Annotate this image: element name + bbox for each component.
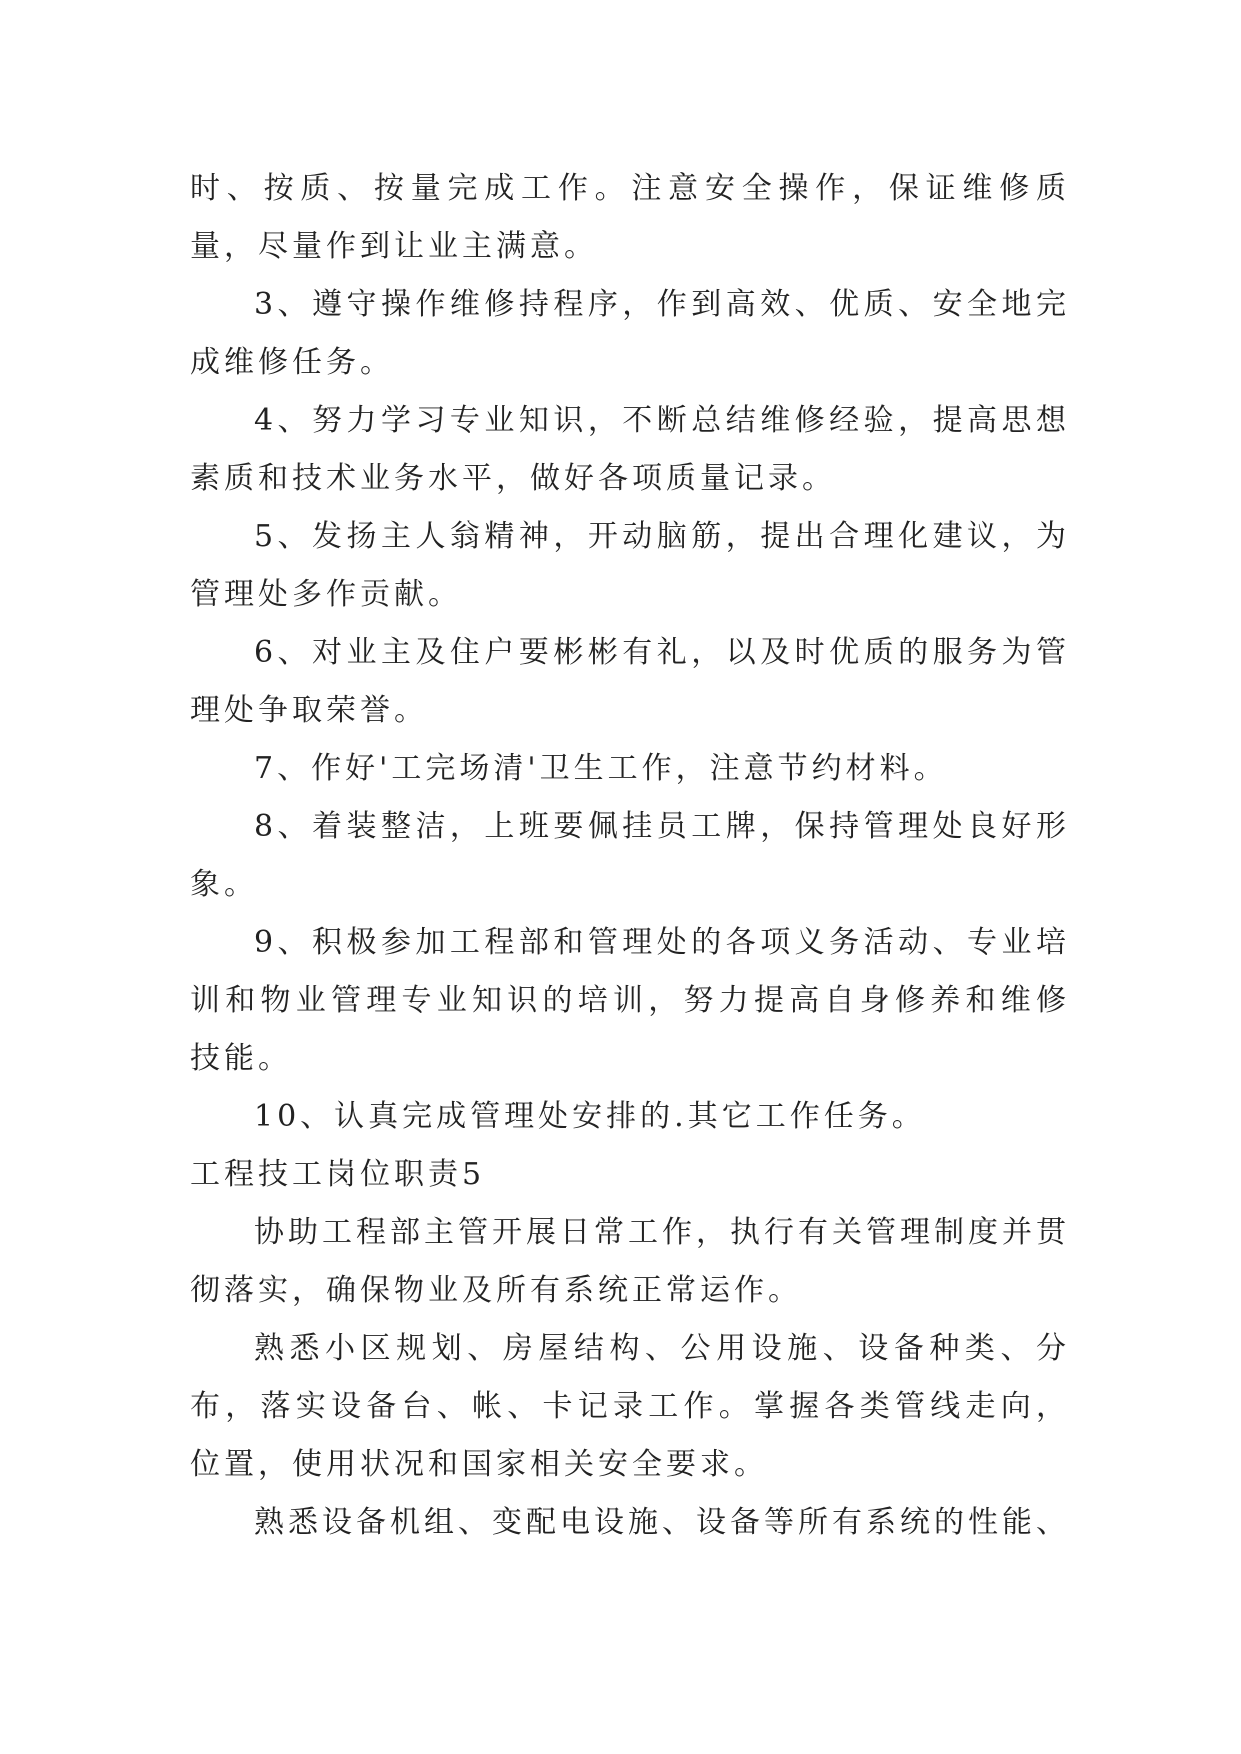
paragraph-item-10: 10、认真完成管理处安排的.其它工作任务。 (254, 1099, 926, 1134)
paragraph-item-3: 3、遵守操作维修持程序，作到高效、优质、安全地完成维修任务。 (190, 287, 1070, 380)
section-heading: 工程技工岗位职责5 (190, 1157, 486, 1192)
paragraph-item-6: 6、对业主及住户要彬彬有礼，以及时优质的服务为管理处争取荣誉。 (190, 635, 1070, 728)
paragraph-item-7: 7、作好'工完场清'卫生工作，注意节约材料。 (254, 751, 948, 786)
paragraph-item-9: 9、积极参加工程部和管理处的各项义务活动、专业培训和物业管理专业知识的培训，努力提高自身修养和维修技能。 (190, 925, 1070, 1076)
paragraph-duty-1: 协助工程部主管开展日常工作，执行有关管理制度并贯彻落实，确保物业及所有系统正常运作。 (190, 1215, 1070, 1308)
paragraph-duty-3: 熟悉设备机组、变配电设施、设备等所有系统的性能、 (254, 1505, 1070, 1540)
document-body (190, 160, 1070, 1552)
paragraph-item-4: 4、努力学习专业知识，不断总结维修经验，提高思想素质和技术业务水平，做好各项质量记录。 (190, 403, 1070, 496)
paragraph-item-8: 8、着装整洁，上班要佩挂员工牌，保持管理处良好形象。 (190, 809, 1070, 902)
paragraph-continuation: 时、按质、按量完成工作。注意安全操作，保证维修质量，尽量作到让业主满意。 (190, 171, 1070, 264)
paragraph-item-5: 5、发扬主人翁精神，开动脑筋，提出合理化建议，为管理处多作贡献。 (190, 519, 1070, 612)
paragraph-duty-2: 熟悉小区规划、房屋结构、公用设施、设备种类、分布，落实设备台、帐、卡记录工作。掌握各类管线走向，位置，使用状况和国家相关安全要求。 (190, 1331, 1070, 1482)
